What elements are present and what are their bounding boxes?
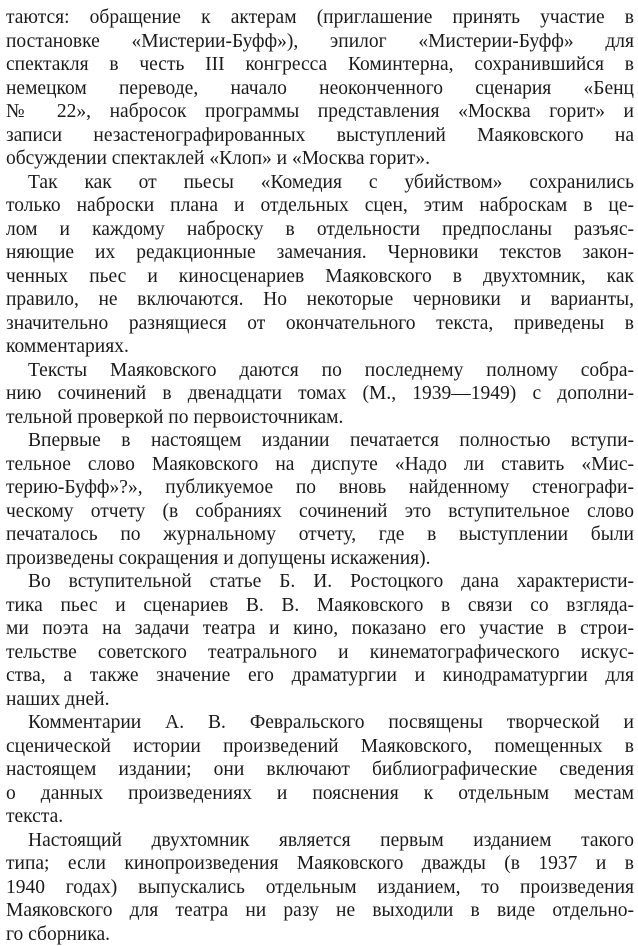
paragraph-commentary	[6, 711, 634, 829]
text-line: Так как от пьесы «Комедия с убийством» сохранились	[6, 171, 634, 195]
text-line: текста.	[6, 805, 634, 829]
text-line: типа; если кинопроизведения Маяковского дважды (в 1937 и в	[6, 852, 634, 876]
text-line: ческому отчету (в собраниях сочинений это вступительное слово	[6, 500, 634, 524]
text-line: няющие их редакционные замечания. Черновики текстов закон-	[6, 241, 634, 265]
text-line: таются: обращение к актерам (приглашение принять участие в	[6, 6, 634, 30]
text-line: сценической истории произведений Маяковского, помещенных в	[6, 735, 634, 759]
text-line: тельное слово Маяковского на диспуте «Надо ли ставить «Мис-	[6, 453, 634, 477]
text-line: значительно разнящиеся от окончательного текста, приведены в	[6, 312, 634, 336]
text-line: терию-Буфф»?», публикуемое по вновь найденному стенографи-	[6, 476, 634, 500]
paragraph-introductory-article	[6, 570, 634, 711]
text-line: го сборника.	[6, 923, 634, 946]
text-line: ства, а также значение его драматургии и кинодраматургии для	[6, 664, 634, 688]
text-line: нию сочинений в двенадцати томах (М., 1939—1949) с дополни-	[6, 382, 634, 406]
text-line: ми поэта на задачи театра и кино, показано его участие в строи-	[6, 617, 634, 641]
text-line: тельстве советского театрального и кинематографического искус-	[6, 641, 634, 665]
text-line: 1940 годах) выпускались отдельным изданием, то произведения	[6, 876, 634, 900]
paragraph-continuation	[6, 6, 634, 171]
text-line: наших дней.	[6, 688, 634, 712]
text-line: Настоящий двухтомник является первым изданием такого	[6, 829, 634, 853]
text-line: Маяковского для театра ни разу не выходили в виде отдельно-	[6, 899, 634, 923]
text-line: обсуждении спектаклей «Клоп» и «Москва горит».	[6, 147, 634, 171]
text-line: о данных произведениях и пояснения к отдельным местам	[6, 782, 634, 806]
text-line: Комментарии А. В. Февральского посвящены творческой и	[6, 711, 634, 735]
text-line: лом и каждому наброску в отдельности предпосланы разъяс-	[6, 218, 634, 242]
paragraph-comedy-drafts	[6, 171, 634, 359]
paragraph-text-sources	[6, 359, 634, 430]
paragraph-two-volume-edition	[6, 829, 634, 946]
text-line: Впервые в настоящем издании печатается полностью вступи-	[6, 429, 634, 453]
text-line: настоящем издании; они включают библиографические сведения	[6, 758, 634, 782]
text-line: спектакля в честь III конгресса Коминтерна, сохранившийся в	[6, 53, 634, 77]
text-line: № 22», набросок программы представления «Москва горит» и	[6, 100, 634, 124]
text-line: только наброски плана и отдельных сцен, этим наброскам в це-	[6, 194, 634, 218]
text-line: тика пьес и сценариев В. В. Маяковского в связи со взгляда-	[6, 594, 634, 618]
text-line: печаталось по журнальному отчету, где в выступлении были	[6, 523, 634, 547]
text-line: Во вступительной статье Б. И. Ростоцкого дана характеристи-	[6, 570, 634, 594]
text-line: тельной проверкой по первоисточникам.	[6, 406, 634, 430]
text-line: постановке «Мистерии-Буфф»), эпилог «Мистерии-Буфф» для	[6, 30, 634, 54]
text-line: Тексты Маяковского даются по последнему полному собра-	[6, 359, 634, 383]
text-line: немецком переводе, начало неоконченного сценария «Бенц	[6, 77, 634, 101]
text-line: произведены сокращения и допущены искажения).	[6, 547, 634, 571]
paragraph-first-publication	[6, 429, 634, 570]
text-line: записи незастенографированных выступлений Маяковского на	[6, 124, 634, 148]
text-line: правило, не включаются. Но некоторые черновики и варианты,	[6, 288, 634, 312]
text-line: ченных пьес и киносценариев Маяковского в двухтомник, как	[6, 265, 634, 289]
text-line: комментариях.	[6, 335, 634, 359]
